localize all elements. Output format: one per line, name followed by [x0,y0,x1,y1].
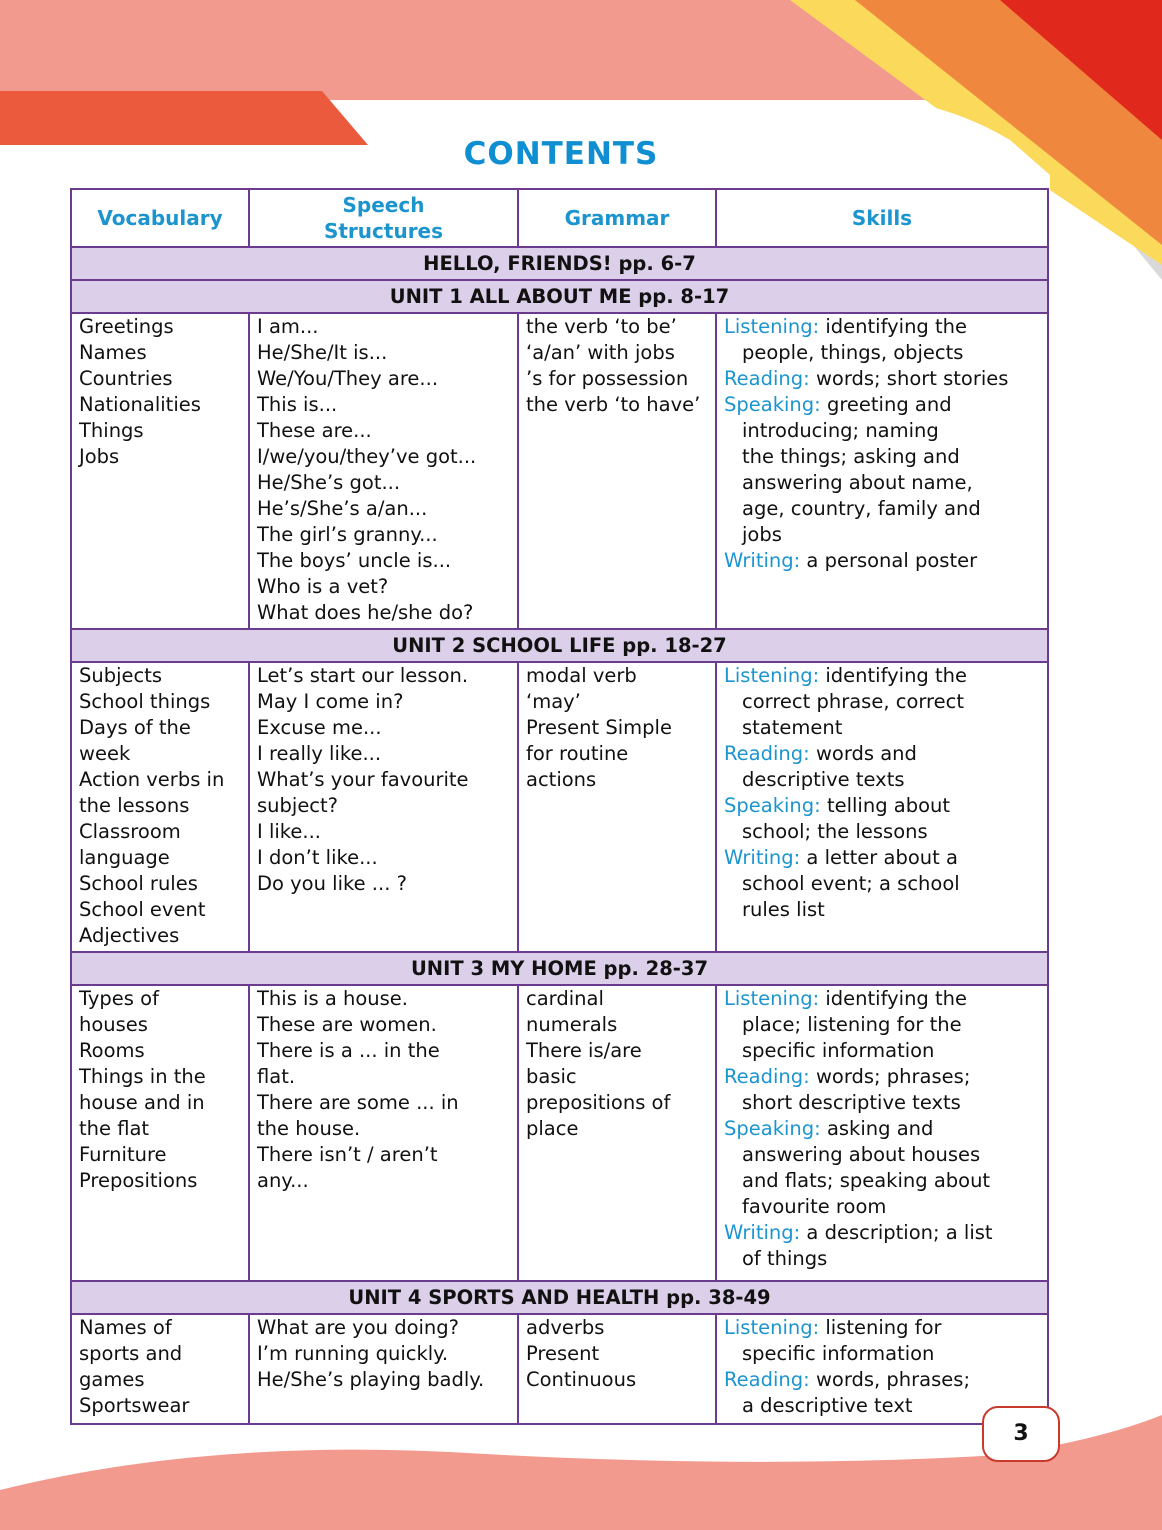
skill-text: identifying the [825,987,968,1010]
speech-line: We/You/They are... [257,367,439,390]
skill-text: greeting and [826,393,952,416]
header-speech-line1: Speech [342,193,425,217]
speech-line: I/we/you/they’ve got... [257,445,477,468]
speech-line: I really like... [257,742,382,765]
unit-title-row [71,952,1048,985]
vocabulary-cell [71,1314,249,1424]
grammar-cell [518,662,716,952]
skills-line [724,1220,1047,1246]
vocabulary-cell [71,313,249,629]
speech-line: I like... [257,820,321,843]
skills-line [724,845,1047,871]
speech-line: Who is a vet? [257,575,389,598]
speech-line: May I come in? [257,690,404,713]
grammar-line: ‘a/an’ with jobs [526,341,675,364]
skills-line: jobs [742,523,782,546]
vocabulary-line: the lessons [79,794,190,817]
skills-line [724,392,1047,418]
vocabulary-line: Rooms [79,1039,145,1062]
vocabulary-line: Greetings [79,315,174,338]
intro-title: HELLO, FRIENDS! pp. 6-7 [71,247,1048,280]
skills-line [724,1315,1047,1341]
grammar-line: numerals [526,1013,618,1036]
vocabulary-line: Subjects [79,664,163,687]
skills-line: the things; asking and [742,445,960,468]
skills-line [724,663,1047,689]
skills-line [724,1367,1047,1393]
header-vocabulary: Vocabulary [71,189,249,247]
vocabulary-line: the flat [79,1117,150,1140]
skills-line: descriptive texts [742,768,905,791]
skill-text: telling about [826,794,951,817]
page-number: 3 [982,1406,1060,1462]
vocabulary-line: Days of the [79,716,191,739]
unit-content-row [71,662,1048,952]
skill-label: Listening: [724,1316,820,1339]
speech-line: There are some ... in [257,1091,459,1114]
header-speech-line2: Structures [323,219,444,243]
vocabulary-line: Adjectives [79,924,180,947]
skill-text: a personal poster [806,549,978,572]
skills-line [724,548,1047,574]
header-grammar: Grammar [518,189,716,247]
vocabulary-cell [71,662,249,952]
header-speech-structures [249,189,518,247]
skills-line: answering about name, [742,471,973,494]
skill-label: Listening: [724,664,820,687]
skill-text: identifying the [825,664,968,687]
unit-title: UNIT 3 MY HOME pp. 28-37 [71,952,1048,985]
vocabulary-line: Prepositions [79,1169,198,1192]
grammar-line: cardinal [526,987,604,1010]
skills-line: of things [742,1247,828,1270]
skills-line: correct phrase, correct [742,690,965,713]
vocabulary-line: week [79,742,131,765]
speech-line: This is a house. [257,987,408,1010]
grammar-line: modal verb [526,664,637,687]
speech-line: What’s your favourite [257,768,469,791]
skills-line: school event; a school [742,872,960,895]
skill-text: a letter about a [806,846,958,869]
skill-label: Writing: [724,1221,801,1244]
skill-label: Speaking: [724,1117,821,1140]
skills-line: specific information [742,1039,935,1062]
speech-line: Excuse me... [257,716,382,739]
vocabulary-line: Sportswear [79,1394,190,1417]
speech-cell [249,313,518,629]
grammar-line: Present [526,1342,600,1365]
skill-text: listening for [825,1316,942,1339]
speech-line: I don’t like... [257,846,378,869]
skills-line [724,1064,1047,1090]
skills-line [724,793,1047,819]
skills-cell [716,662,1048,952]
speech-line: I am... [257,315,319,338]
speech-line: This is... [257,393,338,416]
vocabulary-line: games [79,1368,145,1391]
vocabulary-line: houses [79,1013,148,1036]
speech-line: What does he/she do? [257,601,474,624]
speech-line: The boys’ uncle is... [257,549,452,572]
speech-line: the house. [257,1117,361,1140]
unit-title-row [71,280,1048,313]
skills-line: statement [742,716,843,739]
speech-line: I’m running quickly. [257,1342,449,1365]
speech-line: There is a ... in the [257,1039,440,1062]
vocabulary-line: Names of [79,1316,172,1339]
skill-label: Listening: [724,315,820,338]
speech-cell [249,985,518,1281]
unit-title-row [71,1281,1048,1314]
grammar-cell [518,985,716,1281]
skills-line: school; the lessons [742,820,928,843]
skill-text: a description; a list [806,1221,993,1244]
skill-text: words, phrases; [815,1368,971,1391]
skill-label: Reading: [724,367,810,390]
vocabulary-line: house and in [79,1091,205,1114]
grammar-line: actions [526,768,597,791]
header-skills: Skills [716,189,1048,247]
speech-line: The girl’s granny... [257,523,438,546]
skills-line: specific information [742,1342,935,1365]
skills-line: favourite room [742,1195,887,1218]
unit-content-row [71,985,1048,1281]
speech-line: Let’s start our lesson. [257,664,469,687]
skill-label: Reading: [724,1065,810,1088]
speech-line: subject? [257,794,339,817]
vocabulary-line: School things [79,690,211,713]
grammar-line: for routine [526,742,629,765]
vocabulary-cell [71,985,249,1281]
skills-line: place; listening for the [742,1013,962,1036]
skill-text: asking and [826,1117,934,1140]
speech-line: He’s/She’s a/an... [257,497,428,520]
unit-title: UNIT 2 SCHOOL LIFE pp. 18-27 [71,629,1048,662]
skills-line: short descriptive texts [742,1091,961,1114]
skills-line [724,986,1047,1012]
vocabulary-line: Action verbs in [79,768,225,791]
vocabulary-line: Furniture [79,1143,167,1166]
speech-cell [249,1314,518,1424]
skill-text: words and [815,742,917,765]
skill-label: Listening: [724,987,820,1010]
contents-table [70,188,1049,1425]
vocabulary-line: language [79,846,170,869]
unit-title: UNIT 1 ALL ABOUT ME pp. 8-17 [71,280,1048,313]
vocabulary-line: Names [79,341,147,364]
speech-line: He/She’s got... [257,471,401,494]
skill-label: Reading: [724,1368,810,1391]
skills-line: people, things, objects [742,341,964,364]
skills-line: and flats; speaking about [742,1169,991,1192]
speech-line: flat. [257,1065,296,1088]
grammar-line: There is/are [526,1039,642,1062]
grammar-line: basic [526,1065,577,1088]
skills-line: answering about houses [742,1143,981,1166]
unit-content-row [71,1314,1048,1424]
speech-line: There isn’t / aren’t [257,1143,438,1166]
unit-title: UNIT 4 SPORTS AND HEALTH pp. 38-49 [71,1281,1048,1314]
skills-line: rules list [742,898,825,921]
skills-line [724,1116,1047,1142]
skill-label: Speaking: [724,393,821,416]
speech-line: What are you doing? [257,1316,460,1339]
skill-text: words; phrases; [815,1065,971,1088]
skill-label: Reading: [724,742,810,765]
grammar-cell [518,1314,716,1424]
vocabulary-line: Countries [79,367,173,390]
skills-line [724,314,1047,340]
vocabulary-line: Classroom [79,820,181,843]
skill-text: identifying the [825,315,968,338]
skills-line: a descriptive text [742,1394,913,1417]
vocabulary-line: Nationalities [79,393,201,416]
vocabulary-line: School event [79,898,206,921]
skills-cell [716,313,1048,629]
skill-text: words; short stories [815,367,1009,390]
grammar-line: adverbs [526,1316,605,1339]
skill-label: Writing: [724,846,801,869]
grammar-line: Continuous [526,1368,637,1391]
skills-line: introducing; naming [742,419,939,442]
speech-line: These are... [257,419,372,442]
page-title: CONTENTS [463,136,659,172]
skills-line [724,366,1047,392]
grammar-line: the verb ‘to have’ [526,393,701,416]
speech-line: Do you like ... ? [257,872,407,895]
intro-row [71,247,1048,280]
vocabulary-line: Jobs [79,445,120,468]
speech-line: He/She’s playing badly. [257,1368,485,1391]
skills-line: age, country, family and [742,497,981,520]
unit-content-row [71,313,1048,629]
speech-line: These are women. [257,1013,437,1036]
skill-label: Writing: [724,549,801,572]
grammar-line: place [526,1117,579,1140]
grammar-line: the verb ‘to be’ [526,315,677,338]
vocabulary-line: sports and [79,1342,183,1365]
skill-label: Speaking: [724,794,821,817]
vocabulary-line: Things in the [79,1065,206,1088]
grammar-cell [518,313,716,629]
speech-cell [249,662,518,952]
speech-line: any... [257,1169,309,1192]
grammar-line: Present Simple [526,716,672,739]
speech-line: He/She/It is... [257,341,388,364]
grammar-line: ’s for possession [526,367,689,390]
vocabulary-line: Types of [79,987,159,1010]
grammar-line: ‘may’ [526,690,581,713]
skills-cell [716,985,1048,1281]
vocabulary-line: School rules [79,872,198,895]
grammar-line: prepositions of [526,1091,671,1114]
unit-title-row [71,629,1048,662]
skills-line [724,741,1047,767]
vocabulary-line: Things [79,419,144,442]
